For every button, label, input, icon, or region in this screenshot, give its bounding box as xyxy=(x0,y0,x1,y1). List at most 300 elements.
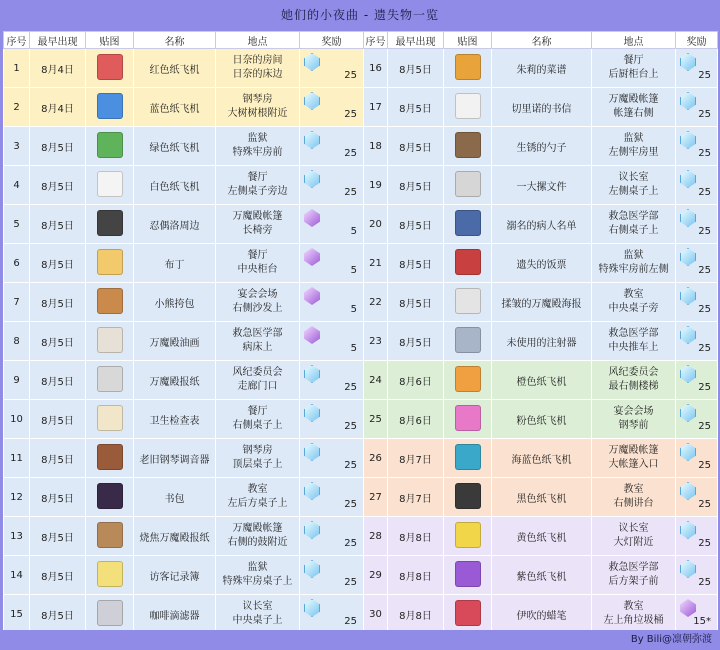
location-line: 大灯附近 xyxy=(613,537,654,548)
reward-amount: 25 xyxy=(698,343,711,354)
ice-crystal-icon xyxy=(680,521,696,539)
reward-amount: 25 xyxy=(344,460,357,471)
reward-amount: 25 xyxy=(698,265,711,276)
ice-crystal-icon xyxy=(680,443,696,461)
ice-crystal-icon xyxy=(680,326,696,344)
item-no: 22 xyxy=(364,283,388,322)
item-location xyxy=(216,556,300,595)
item-date: 8月5日 xyxy=(388,49,444,88)
table-row xyxy=(4,595,718,634)
location-line: 救急医学部 xyxy=(608,328,659,339)
item-reward xyxy=(300,595,364,634)
tuning-hammer-icon xyxy=(97,444,123,470)
item-icon-cell xyxy=(444,595,492,634)
item-name: 布丁 xyxy=(134,244,216,283)
location-line: 风纪委员会 xyxy=(608,367,659,378)
item-date: 8月6日 xyxy=(388,400,444,439)
coffee-dripper-icon xyxy=(97,600,123,626)
item-icon-cell xyxy=(444,166,492,205)
item-name: 粉色纸飞机 xyxy=(492,400,592,439)
item-icon-cell xyxy=(444,283,492,322)
header-date: 最早出现 xyxy=(30,32,86,49)
page-title: 她们的小夜曲 - 遗失物一览 xyxy=(0,0,720,31)
item-no: 21 xyxy=(364,244,388,283)
item-icon-cell xyxy=(86,88,134,127)
ice-crystal-icon xyxy=(680,92,696,110)
item-date: 8月5日 xyxy=(30,205,86,244)
header-name: 名称 xyxy=(134,32,216,49)
item-name: 揉皱的万魔殿海报 xyxy=(492,283,592,322)
item-name: 蓝色纸飞机 xyxy=(134,88,216,127)
item-date: 8月5日 xyxy=(388,283,444,322)
purple-paper-plane-icon xyxy=(455,561,481,587)
item-location xyxy=(216,88,300,127)
location-line: 特殊牢房前左侧 xyxy=(598,264,669,275)
location-line: 餐厅 xyxy=(247,406,268,417)
item-no: 11 xyxy=(4,439,30,478)
reward-amount: 25 xyxy=(344,109,357,120)
item-icon-cell xyxy=(86,205,134,244)
item-name: 切里诺的书信 xyxy=(492,88,592,127)
location-line: 议长室 xyxy=(242,601,273,612)
item-name: 未使用的注射器 xyxy=(492,322,592,361)
checklist-icon xyxy=(97,405,123,431)
item-icon-cell xyxy=(86,517,134,556)
ice-crystal-icon xyxy=(680,365,696,383)
location-line: 左后方桌子上 xyxy=(227,498,288,509)
location-line: 后方架子前 xyxy=(608,576,659,587)
item-reward xyxy=(300,127,364,166)
item-date: 8月5日 xyxy=(388,244,444,283)
location-line: 右侧的鼓附近 xyxy=(227,537,288,548)
item-location xyxy=(216,400,300,439)
item-reward xyxy=(676,205,718,244)
reward-amount: 25 xyxy=(344,421,357,432)
pudding-icon xyxy=(97,249,123,275)
item-location xyxy=(592,205,676,244)
newspaper-icon xyxy=(97,366,123,392)
item-location xyxy=(592,400,676,439)
item-reward xyxy=(676,400,718,439)
purple-crystal-icon xyxy=(304,248,320,266)
item-icon-cell xyxy=(86,166,134,205)
location-line: 救急医学部 xyxy=(608,211,659,222)
location-line: 钢琴前 xyxy=(618,420,649,431)
item-no: 2 xyxy=(4,88,30,127)
red-paper-plane-icon xyxy=(97,54,123,80)
item-location xyxy=(592,478,676,517)
item-date: 8月8日 xyxy=(388,517,444,556)
location-line: 议长室 xyxy=(618,172,649,183)
location-line: 万魔殿帐篷 xyxy=(232,523,283,534)
item-location xyxy=(592,517,676,556)
item-icon-cell xyxy=(444,322,492,361)
item-date: 8月7日 xyxy=(388,439,444,478)
item-date: 8月5日 xyxy=(30,478,86,517)
item-reward xyxy=(300,49,364,88)
item-reward xyxy=(676,361,718,400)
item-reward xyxy=(300,244,364,283)
item-name: 忍偶洛周边 xyxy=(134,205,216,244)
item-name: 一大摞文件 xyxy=(492,166,592,205)
header-no: 序号 xyxy=(364,32,388,49)
item-icon-cell xyxy=(86,127,134,166)
location-line: 中央桌子旁 xyxy=(608,303,659,314)
item-reward xyxy=(300,361,364,400)
item-name: 小熊挎包 xyxy=(134,283,216,322)
reward-amount: 25 xyxy=(344,148,357,159)
item-date: 8月4日 xyxy=(30,49,86,88)
header-reward: 奖励 xyxy=(676,32,718,49)
table-row xyxy=(4,205,718,244)
item-no: 1 xyxy=(4,49,30,88)
pink-paper-plane-icon xyxy=(455,405,481,431)
ice-crystal-icon xyxy=(304,521,320,539)
item-no: 26 xyxy=(364,439,388,478)
item-reward xyxy=(676,283,718,322)
item-reward xyxy=(676,244,718,283)
item-name: 橙色纸飞机 xyxy=(492,361,592,400)
item-icon-cell xyxy=(444,439,492,478)
item-icon-cell xyxy=(86,439,134,478)
item-icon-cell xyxy=(444,478,492,517)
reward-amount: 25 xyxy=(344,70,357,81)
location-line: 中央推车上 xyxy=(608,342,659,353)
item-date: 8月5日 xyxy=(388,88,444,127)
reward-amount: 25 xyxy=(698,70,711,81)
item-location xyxy=(216,49,300,88)
reward-amount: 25 xyxy=(698,460,711,471)
item-location xyxy=(592,361,676,400)
reward-amount: 25 xyxy=(344,616,357,627)
location-line: 顶层桌子上 xyxy=(232,459,283,470)
green-paper-plane-icon xyxy=(97,132,123,158)
item-icon-cell xyxy=(444,244,492,283)
item-icon-cell xyxy=(444,49,492,88)
item-location xyxy=(216,166,300,205)
item-icon-cell xyxy=(444,361,492,400)
location-line: 餐厅 xyxy=(623,55,644,66)
item-reward xyxy=(300,439,364,478)
location-line: 风纪委员会 xyxy=(232,367,283,378)
item-date: 8月5日 xyxy=(388,205,444,244)
location-line: 监狱 xyxy=(247,562,268,573)
item-date: 8月5日 xyxy=(30,517,86,556)
reward-amount: 25 xyxy=(344,538,357,549)
yellow-paper-plane-icon xyxy=(455,522,481,548)
item-icon-cell xyxy=(444,88,492,127)
patient-list-icon xyxy=(455,210,481,236)
ice-crystal-icon xyxy=(680,209,696,227)
item-location xyxy=(592,322,676,361)
item-name: 朱莉的菜谱 xyxy=(492,49,592,88)
location-line: 救急医学部 xyxy=(232,328,283,339)
item-location xyxy=(592,127,676,166)
item-icon-cell xyxy=(444,556,492,595)
documents-icon xyxy=(455,171,481,197)
item-name: 伊吹的蜡笔 xyxy=(492,595,592,634)
ice-crystal-icon xyxy=(304,560,320,578)
item-location xyxy=(216,205,300,244)
item-location xyxy=(592,556,676,595)
reward-amount: 5 xyxy=(350,265,357,276)
item-reward xyxy=(676,517,718,556)
table-row xyxy=(4,283,718,322)
lost-items-table xyxy=(3,31,718,634)
item-no: 4 xyxy=(4,166,30,205)
item-date: 8月5日 xyxy=(388,322,444,361)
ice-crystal-icon xyxy=(304,443,320,461)
reward-amount: 25 xyxy=(698,499,711,510)
ice-crystal-icon xyxy=(680,560,696,578)
ice-crystal-icon xyxy=(680,131,696,149)
location-line: 后厨柜台上 xyxy=(608,69,659,80)
reward-amount: 5 xyxy=(350,304,357,315)
item-name: 黑色纸飞机 xyxy=(492,478,592,517)
item-name: 卫生检查表 xyxy=(134,400,216,439)
item-no: 30 xyxy=(364,595,388,634)
item-location xyxy=(216,517,300,556)
item-location xyxy=(216,244,300,283)
header-reward: 奖励 xyxy=(300,32,364,49)
white-paper-plane-icon xyxy=(97,171,123,197)
item-location xyxy=(592,244,676,283)
item-location xyxy=(216,127,300,166)
item-no: 29 xyxy=(364,556,388,595)
item-icon-cell xyxy=(444,205,492,244)
oil-painting-icon xyxy=(97,327,123,353)
item-name: 遗失的饭票 xyxy=(492,244,592,283)
item-date: 8月5日 xyxy=(30,439,86,478)
ice-crystal-icon xyxy=(680,482,696,500)
ice-crystal-icon xyxy=(304,365,320,383)
item-no: 19 xyxy=(364,166,388,205)
item-location xyxy=(216,478,300,517)
item-reward xyxy=(676,49,718,88)
item-icon-cell xyxy=(86,595,134,634)
location-line: 左上角垃圾桶 xyxy=(603,615,664,626)
location-line: 中央柜台 xyxy=(237,264,278,275)
letter-icon xyxy=(455,93,481,119)
ice-crystal-icon xyxy=(304,131,320,149)
ice-crystal-icon xyxy=(680,170,696,188)
header-no: 序号 xyxy=(4,32,30,49)
rusty-spoon-icon xyxy=(455,132,481,158)
ice-crystal-icon xyxy=(304,404,320,422)
purple-crystal-icon xyxy=(304,287,320,305)
header-date: 最早出现 xyxy=(388,32,444,49)
item-location xyxy=(592,439,676,478)
item-date: 8月5日 xyxy=(30,127,86,166)
bear-bag-icon xyxy=(97,288,123,314)
table-row xyxy=(4,400,718,439)
item-no: 27 xyxy=(364,478,388,517)
ice-crystal-icon xyxy=(304,92,320,110)
item-icon-cell xyxy=(86,322,134,361)
location-line: 监狱 xyxy=(623,250,644,261)
table-row xyxy=(4,478,718,517)
item-no: 28 xyxy=(364,517,388,556)
location-line: 万魔殿帐篷 xyxy=(608,445,659,456)
item-icon-cell xyxy=(86,283,134,322)
item-location xyxy=(216,595,300,634)
location-line: 钢琴房 xyxy=(242,94,273,105)
notebook-icon xyxy=(97,561,123,587)
location-line: 救急医学部 xyxy=(608,562,659,573)
item-name: 海蓝色纸飞机 xyxy=(492,439,592,478)
item-name: 万魔殿报纸 xyxy=(134,361,216,400)
location-line: 最右侧楼梯 xyxy=(608,381,659,392)
item-date: 8月6日 xyxy=(388,361,444,400)
reward-amount: 25 xyxy=(344,499,357,510)
black-paper-plane-icon xyxy=(455,483,481,509)
item-date: 8月5日 xyxy=(30,400,86,439)
ice-crystal-icon xyxy=(680,53,696,71)
item-no: 15 xyxy=(4,595,30,634)
syringe-icon xyxy=(455,327,481,353)
item-date: 8月5日 xyxy=(30,283,86,322)
reward-amount: 25 xyxy=(698,421,711,432)
item-icon-cell xyxy=(444,400,492,439)
item-no: 24 xyxy=(364,361,388,400)
location-line: 监狱 xyxy=(623,133,644,144)
purple-crystal-icon xyxy=(680,599,696,617)
ice-crystal-icon xyxy=(304,170,320,188)
item-no: 9 xyxy=(4,361,30,400)
item-no: 3 xyxy=(4,127,30,166)
location-line: 右侧讲台 xyxy=(613,498,654,509)
ice-crystal-icon xyxy=(680,287,696,305)
reward-amount: 25 xyxy=(344,577,357,588)
ibuki-crayon-icon xyxy=(455,600,481,626)
reward-amount: 25 xyxy=(344,187,357,198)
table-row xyxy=(4,556,718,595)
school-bag-icon xyxy=(97,483,123,509)
location-line: 宴会会场 xyxy=(237,289,278,300)
item-no: 25 xyxy=(364,400,388,439)
burnt-newspaper-icon xyxy=(97,522,123,548)
reward-amount: 25 xyxy=(698,148,711,159)
header-icon: 贴图 xyxy=(444,32,492,49)
item-date: 8月5日 xyxy=(30,556,86,595)
location-line: 餐厅 xyxy=(247,250,268,261)
blue-paper-plane-icon xyxy=(97,93,123,119)
item-reward xyxy=(300,283,364,322)
reward-amount: 25 xyxy=(698,187,711,198)
item-location xyxy=(216,361,300,400)
item-no: 20 xyxy=(364,205,388,244)
item-reward xyxy=(300,400,364,439)
item-name: 绿色纸飞机 xyxy=(134,127,216,166)
item-reward xyxy=(676,439,718,478)
item-no: 17 xyxy=(364,88,388,127)
item-name: 万魔殿油画 xyxy=(134,322,216,361)
table-row xyxy=(4,244,718,283)
item-icon-cell xyxy=(444,517,492,556)
item-no: 16 xyxy=(364,49,388,88)
item-location xyxy=(592,283,676,322)
reward-amount: 15* xyxy=(693,616,711,627)
location-line: 特殊牢房前 xyxy=(232,147,283,158)
table-header-row xyxy=(4,32,718,49)
table-row xyxy=(4,439,718,478)
item-name: 老旧钢琴调音器 xyxy=(134,439,216,478)
table-row xyxy=(4,127,718,166)
table-row xyxy=(4,322,718,361)
location-line: 教室 xyxy=(247,484,268,495)
item-reward xyxy=(300,205,364,244)
location-line: 左侧桌子旁边 xyxy=(227,186,288,197)
item-date: 8月4日 xyxy=(30,88,86,127)
item-name: 烧焦万魔殿报纸 xyxy=(134,517,216,556)
table-row xyxy=(4,361,718,400)
item-reward xyxy=(676,166,718,205)
item-no: 23 xyxy=(364,322,388,361)
header-icon: 贴图 xyxy=(86,32,134,49)
item-location xyxy=(592,88,676,127)
location-line: 右侧桌子上 xyxy=(232,420,283,431)
recipe-icon xyxy=(455,54,481,80)
item-icon-cell xyxy=(86,361,134,400)
item-no: 7 xyxy=(4,283,30,322)
location-line: 餐厅 xyxy=(247,172,268,183)
location-line: 右侧桌子上 xyxy=(608,225,659,236)
ninja-doll-icon xyxy=(97,210,123,236)
ice-crystal-icon xyxy=(304,53,320,71)
location-line: 宴会会场 xyxy=(613,406,654,417)
reward-amount: 25 xyxy=(698,577,711,588)
item-reward xyxy=(300,478,364,517)
ice-crystal-icon xyxy=(680,248,696,266)
table-row xyxy=(4,166,718,205)
item-date: 8月5日 xyxy=(30,322,86,361)
item-name: 黄色纸飞机 xyxy=(492,517,592,556)
item-date: 8月5日 xyxy=(30,244,86,283)
location-line: 右侧沙发上 xyxy=(232,303,283,314)
location-line: 监狱 xyxy=(247,133,268,144)
item-reward xyxy=(300,88,364,127)
location-line: 长椅旁 xyxy=(242,225,273,236)
item-reward xyxy=(676,88,718,127)
location-line: 病床上 xyxy=(242,342,273,353)
reward-amount: 5 xyxy=(350,226,357,237)
location-line: 左侧牢房里 xyxy=(608,147,659,158)
item-location xyxy=(216,283,300,322)
item-location xyxy=(216,322,300,361)
item-location xyxy=(216,439,300,478)
item-no: 14 xyxy=(4,556,30,595)
item-reward xyxy=(300,166,364,205)
item-name: 紫色纸飞机 xyxy=(492,556,592,595)
item-location xyxy=(592,166,676,205)
item-date: 8月5日 xyxy=(30,595,86,634)
location-line: 中央桌子上 xyxy=(232,615,283,626)
item-date: 8月5日 xyxy=(30,166,86,205)
location-line: 大树树根附近 xyxy=(227,108,288,119)
item-icon-cell xyxy=(86,244,134,283)
header-location: 地点 xyxy=(592,32,676,49)
item-name: 访客记录簿 xyxy=(134,556,216,595)
credit-footer: By Bili@凛朝弥渡 xyxy=(0,630,720,650)
item-name: 咖啡滴滤器 xyxy=(134,595,216,634)
location-line: 日奈的床边 xyxy=(232,69,283,80)
location-line: 走廊门口 xyxy=(237,381,278,392)
item-no: 13 xyxy=(4,517,30,556)
item-location xyxy=(592,595,676,634)
ice-crystal-icon xyxy=(304,482,320,500)
location-line: 帐篷右侧 xyxy=(613,108,654,119)
item-icon-cell xyxy=(444,127,492,166)
